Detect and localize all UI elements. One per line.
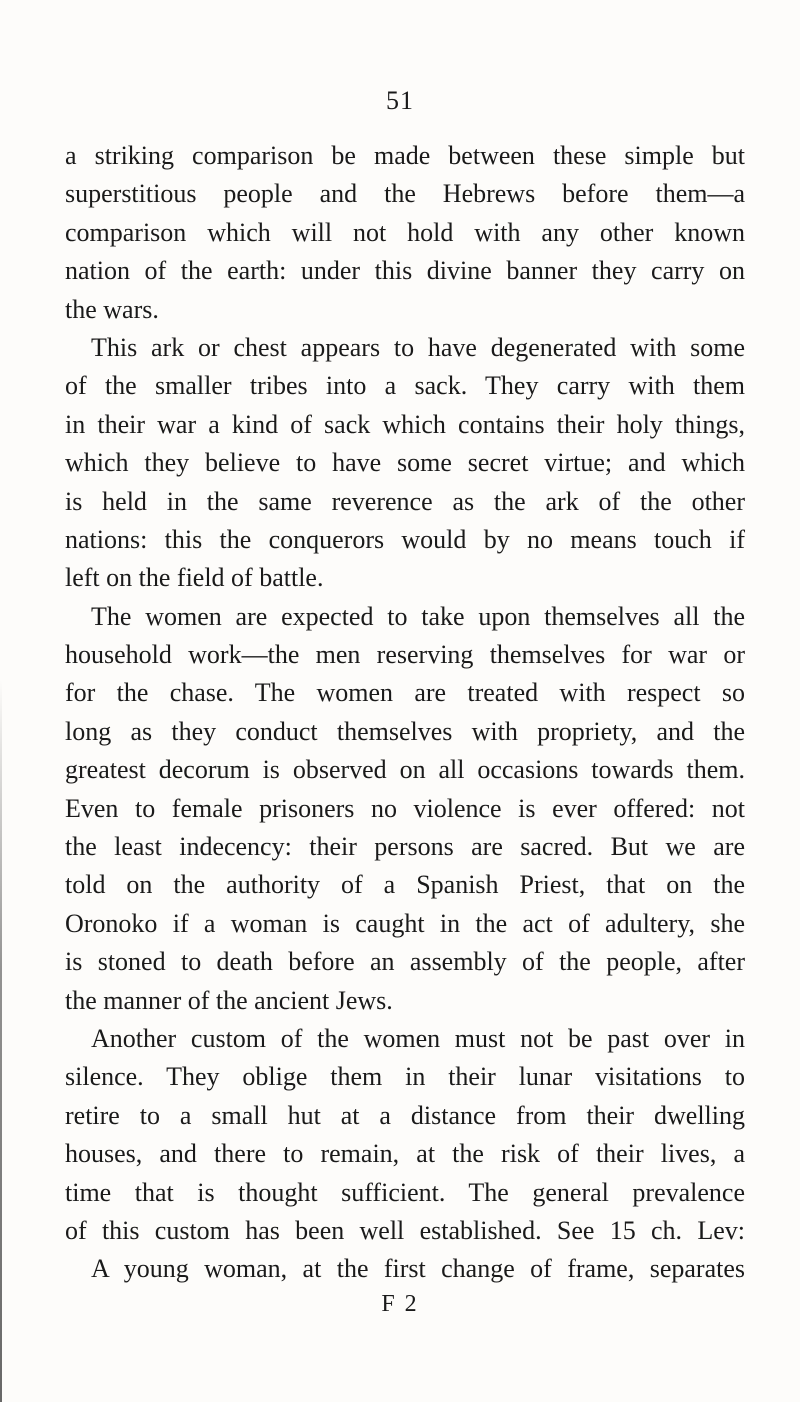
text-line: This ark or chest appears to have degenerated with some (91, 332, 745, 362)
text-line: nation of the earth: under this divine banner they carry on (65, 256, 745, 286)
text-line: the manner of the ancient Jews. (65, 985, 393, 1015)
text-line: long as they conduct themselves with propriety, and the (65, 716, 745, 746)
text-line: in their war a kind of sack which contains their holy things, (65, 409, 745, 439)
text-line: superstitious people and the Hebrews before them—a (65, 179, 745, 209)
text-line: retire to a small hut at a distance from their dwelling (65, 1100, 745, 1130)
text-line: is held in the same reverence as the ark of the other (65, 486, 745, 516)
text-line: is stoned to death before an assembly of the people, after (65, 947, 745, 977)
text-line: left on the field of battle. (65, 563, 324, 593)
text-line: comparison which will not hold with any other known (65, 217, 745, 247)
text-line: greatest decorum is observed on all occasions towards them. (65, 755, 745, 785)
text-line: the wars. (65, 294, 159, 324)
text-line: for the chase. The women are treated with respect so (65, 678, 745, 708)
text-line: of the smaller tribes into a sack. They carry with them (65, 371, 745, 401)
body-text (65, 137, 745, 1289)
text-line: The women are expected to take upon themselves all the (91, 601, 745, 631)
text-line: Oronoko if a woman is caught in the act of adultery, she (65, 908, 745, 938)
text-line: a striking comparison be made between these simple but (65, 141, 745, 170)
text-line: the least indecency: their persons are sacred. But we are (65, 832, 745, 862)
signature-mark: F 2 (381, 1291, 419, 1317)
text-line: houses, and there to remain, at the risk of their lives, a (65, 1139, 745, 1169)
text-line: which they believe to have some secret virtue; and which (65, 448, 745, 478)
text-line: nations: this the conquerors would by no means touch if (65, 524, 745, 554)
text-line: time that is thought sufficient. The general prevalence (65, 1177, 745, 1207)
text-line: of this custom has been well established. See 15 ch. Lev: (65, 1215, 745, 1245)
text-line: household work—the men reserving themselves for war or (65, 640, 745, 670)
text-line: silence. They oblige them in their lunar visitations to (65, 1062, 745, 1092)
page-number: 51 (386, 86, 414, 115)
text-line: Even to female prisoners no violence is ever offered: not (65, 793, 745, 823)
text-line: A young woman, at the first change of frame, separates (91, 1254, 745, 1284)
text-line: told on the authority of a Spanish Priest, that on the (65, 870, 745, 900)
binding-edge (0, 680, 2, 1402)
text-line: Another custom of the women must not be past over in (91, 1023, 745, 1053)
